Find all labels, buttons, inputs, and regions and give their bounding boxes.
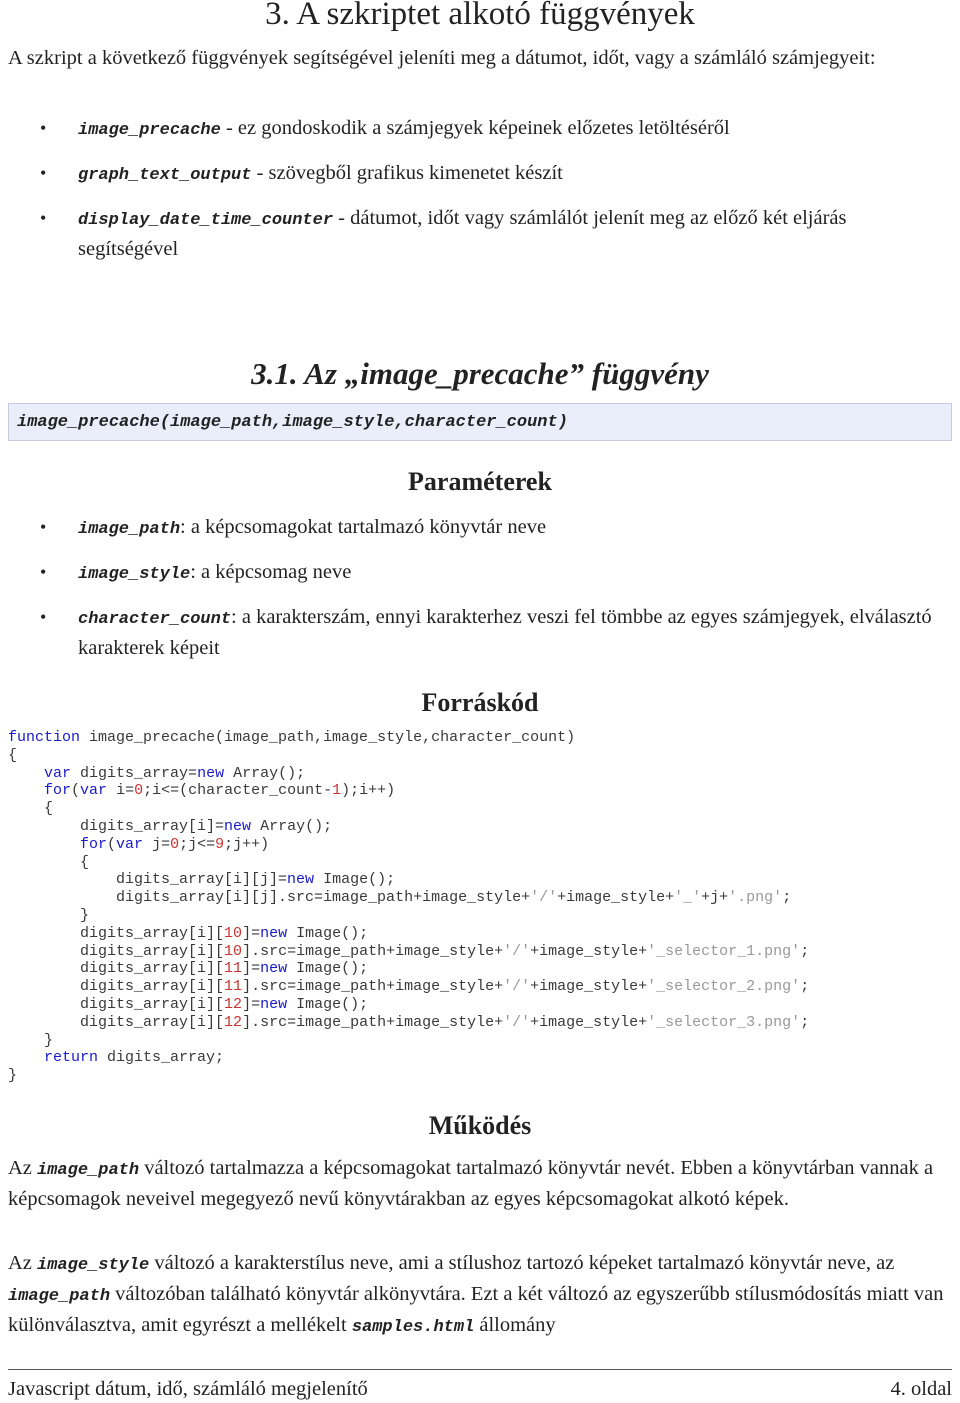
function-name: image_precache [78,121,221,140]
inline-code: samples.html [351,1318,475,1337]
text-run: változó a karakterstílus neve, ami a stílushoz tartozó képeket tartalmazó könyvtár neve, az [149,1252,895,1274]
text-run: állomány [474,1314,556,1336]
bullet-icon: • [40,208,47,228]
source-title: Forráskód [421,688,539,717]
param-description: : a képcsomag neve [190,561,352,583]
bullet-icon: • [40,562,47,582]
bullet-icon: • [40,163,47,183]
list-item [0,603,950,662]
inline-code: image_path [8,1287,111,1306]
inline-code: image_style [37,1256,150,1275]
text-run: változóban található könyvtár alkönyvtára. Ezt a két változó az egyszerűbb stílusmódosítás miatt van különválasztva, amit egyrészt a mellékelt [8,1283,944,1336]
inline-code: image_path [37,1161,140,1180]
list-item [0,513,950,544]
intro-paragraph: A szkript a következő függvények segítségével jeleníti meg a dátumot, időt, vagy a számláló számjegyeit: [8,47,876,69]
functions-list [0,114,950,263]
bullet-icon: • [40,517,47,537]
function-signature: image_precache(image_path,image_style,character_count) [17,413,568,432]
text-run: Az [8,1252,38,1274]
param-name: image_style [78,565,191,584]
operation-paragraph-2 [8,1249,948,1342]
footer-rule [8,1369,952,1370]
text-run: Az [8,1157,38,1179]
list-item [0,114,950,145]
function-description: - ez gondoskodik a számjegyek képeinek előzetes letöltéséről [220,117,730,139]
list-item [0,558,950,589]
params-list [0,513,950,662]
text-run: változó tartalmazza a képcsomagokat tartalmazó könyvtár nevét. Ebben a könyvtárban vannak a képcsomagok neveivel megegyező nevű könyvtárakban az egyes képcsomagokat alkotó képek. [8,1157,934,1210]
page-number: 4. oldal [890,1378,952,1400]
source-code-block: function image_precache(image_path,image_style,character_count) { var digits_array=new Array(); for(var i=0;i<=(character_count-1);i++) { digits_array[i]=new Array(); for(var j=0;j<=9;j++) { digits_array[i][j]=new Image(); digits_array[i][j].src=image_path+image_style+'/'+image_style+'_'+j+'.png'; } digits_array[i][10]=new Image(); digits_array[i][10].src=image_path+image_style+'/'+image_style+'_selector_1.png'; digits_array[i][11]=new Image(); digits_array[i][11].src=image_path+image_style+'/'+image_style+'_selector_2.png'; digits_array[i][12]=new Image(); digits_array[i][12].src=image_path+image_style+'/'+image_style+'_selector_3.png'; } return digits_array; } [8,729,810,1085]
bullet-icon: • [40,118,47,138]
params-title: Paraméterek [408,467,552,496]
section-title: 3.1. Az „image_precache” függvény [251,356,709,391]
function-name: display_date_time_counter [78,211,334,230]
param-description: : a karakterszám, ennyi karakterhez veszi fel tömbbe az egyes számjegyek, elválasztó karakterek képeit [78,606,932,659]
list-item [0,204,950,263]
function-description: - dátumot, időt vagy számlálót jelenít meg az előző két eljárás segítségével [78,207,847,260]
operation-paragraph-1 [8,1154,948,1213]
signature-box [8,403,952,441]
page-heading: 3. A szkriptet alkotó függvények [265,0,695,32]
function-name: graph_text_output [78,166,252,185]
param-name: image_path [78,520,181,539]
param-description: : a képcsomagokat tartalmazó könyvtár neve [180,516,547,538]
param-name: character_count [78,610,232,629]
list-item [0,159,950,190]
footer-title: Javascript dátum, idő, számláló megjelenítő [8,1378,368,1400]
function-description: - szövegből grafikus kimenetet készít [251,162,563,184]
operation-title: Működés [428,1111,532,1140]
bullet-icon: • [40,607,47,627]
